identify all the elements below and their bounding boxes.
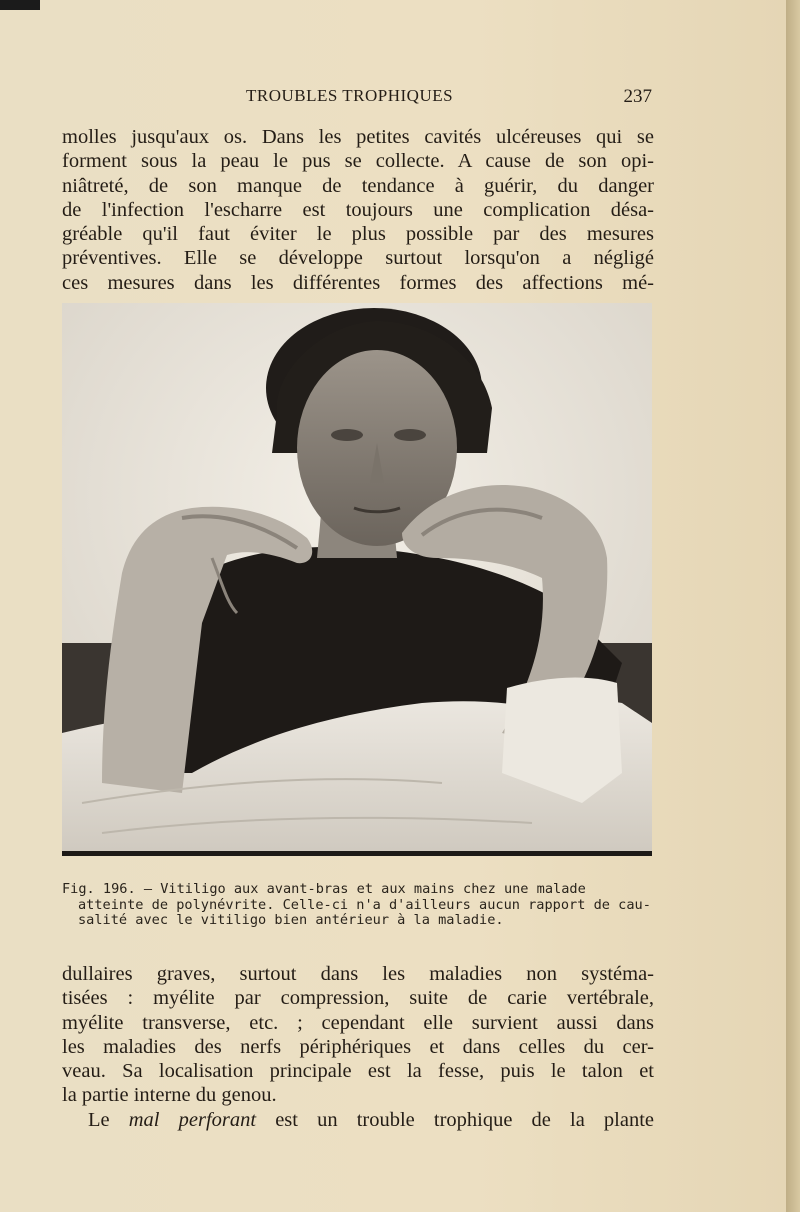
text-line: de l'infection l'escharre est toujours une complication désa-: [62, 198, 654, 221]
italic-term: mal perforant: [128, 1108, 257, 1131]
text-line: les maladies des nerfs périphériques et dans celles du cer-: [62, 1035, 654, 1058]
text-fragment: Le: [88, 1108, 110, 1131]
caption-line: atteinte de polynévrite. Celle-ci n'a d'ailleurs aucun rapport de cau-: [78, 896, 651, 913]
paragraph-top: [62, 125, 654, 295]
running-title: TROUBLES TROPHIQUES: [246, 86, 454, 105]
text-line: forment sous la peau le pus se collecte. A cause de son opi-: [62, 150, 654, 173]
text-line: veau. Sa localisation principale est la fesse, puis le talon et: [62, 1060, 654, 1083]
page-number: 237: [623, 86, 652, 107]
text-line-last: [62, 1108, 654, 1132]
text-line: préventives. Elle se développe surtout lorsqu'on a négligé: [62, 247, 654, 270]
figure-caption: [62, 882, 654, 929]
scan-corner-mark: [0, 0, 40, 10]
text-line: ces mesures dans les différentes formes des affections mé-: [62, 271, 654, 294]
text-fragment: est un trouble trophique de la plante: [275, 1108, 655, 1131]
text-line: tisées : myélite par compression, suite de carie vertébrale,: [62, 987, 654, 1010]
text-line: dullaires graves, surtout dans les maladies non systéma-: [62, 963, 654, 985]
caption-line: salité avec le vitiligo bien antérieur à la maladie.: [78, 912, 504, 928]
paragraph-bottom: [62, 962, 654, 1132]
text-line: la partie interne du genou.: [62, 1084, 277, 1107]
text-line: niâtreté, de son manque de tendance à guérir, du danger: [62, 174, 654, 197]
caption-line: Fig. 196. — Vitiligo aux avant-bras et aux mains chez une malade: [62, 881, 586, 897]
running-head: [62, 86, 652, 110]
patient-photo-illustration: [62, 303, 652, 856]
page-edge: [786, 0, 800, 1212]
figure-photograph: [62, 303, 652, 856]
text-line: gréable qu'il faut éviter le plus possible par des mesures: [62, 223, 654, 246]
text-line: molles jusqu'aux os. Dans les petites cavités ulcéreuses qui se: [62, 126, 654, 148]
text-line: myélite transverse, etc. ; cependant elle survient aussi dans: [62, 1011, 654, 1034]
